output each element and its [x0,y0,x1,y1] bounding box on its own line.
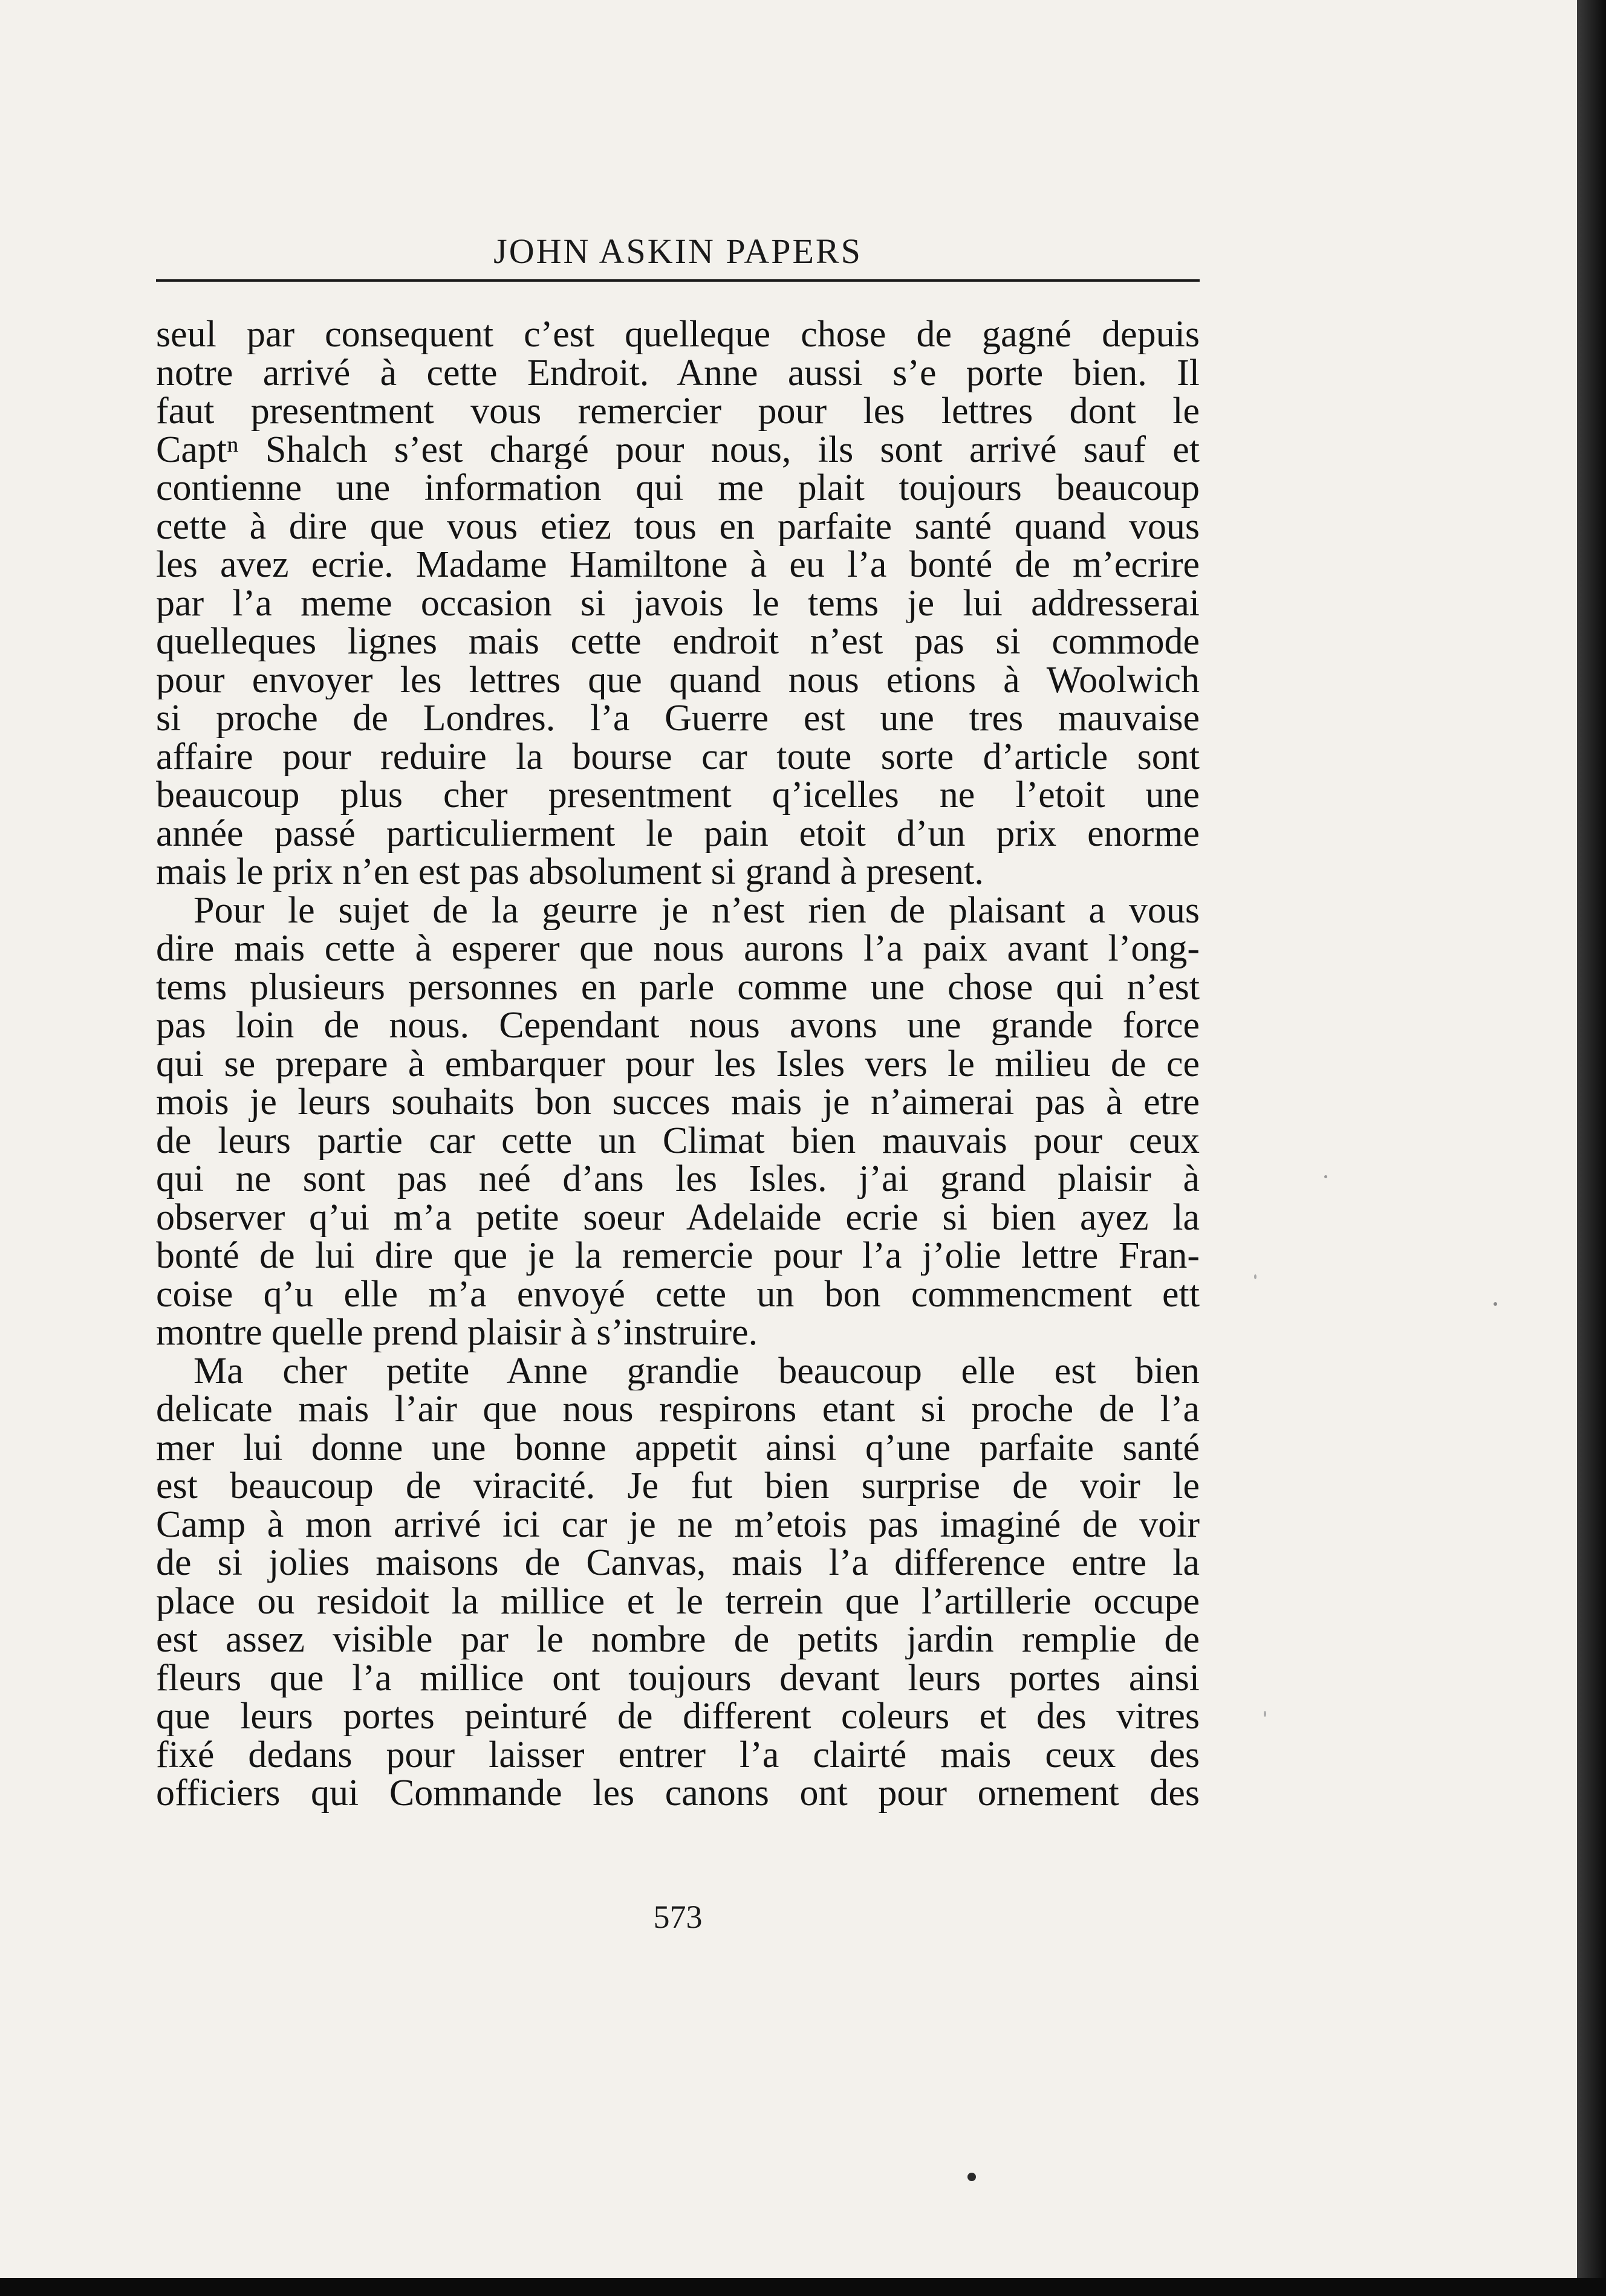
text-line: affaire pour reduire la bourse car toute sorte d’article sont [156,738,1200,776]
text-line: qui ne sont pas neé d’ans les Isles. j’ai grand plaisir à [156,1160,1200,1199]
paper-speck [1254,1274,1257,1279]
text-line: fleurs que l’a millice ont toujours devant leurs portes ainsi [156,1659,1200,1698]
scan-edge-bottom [0,2278,1606,2296]
text-line: de leurs partie car cette un Climat bien mauvais pour ceux [156,1121,1200,1160]
paper-speck [1324,1175,1327,1178]
text-line: qui se prepare à embarquer pour les Isles vers le milieu de ce [156,1045,1200,1083]
text-line: année passé particulierment le pain etoit d’un prix enorme [156,814,1200,853]
text-line: faut presentment vous remercier pour les lettres dont le [156,392,1200,431]
paper-speck [1494,1302,1497,1306]
text-line: que leurs portes peinturé de different coleurs et des vitres [156,1698,1200,1736]
text-line: tems plusieurs personnes en parle comme une chose qui n’est [156,968,1200,1007]
text-line: dire mais cette à esperer que nous aurons l’a paix avant l’ong- [156,930,1200,968]
running-head: JOHN ASKIN PAPERS [493,232,862,271]
text-line: bonté de lui dire que je la remercie pour l’a j’olie lettre Fran- [156,1237,1200,1276]
text-line: pas loin de nous. Cependant nous avons une grande force [156,1007,1200,1045]
text-line: est beaucoup de viracité. Je fut bien surprise de voir le [156,1467,1200,1506]
text-line: Captⁿ Shalch s’est chargé pour nous, ils sont arrivé sauf et [156,430,1200,469]
text-line: quelleques lignes mais cette endroit n’est pas si commode [156,623,1200,661]
text-line: beaucoup plus cher presentment q’icelles ne l’etoit une [156,776,1200,815]
text-line: fixé dedans pour laisser entrer l’a clairté mais ceux des [156,1736,1200,1774]
text-line: cette à dire que vous etiez tous en parfaite santé quand vous [156,507,1200,546]
text-line: mais le prix n’en est pas absolument si grand à present. [156,853,984,892]
text-line: notre arrivé à cette Endroit. Anne aussi s’e porte bien. Il [156,354,1200,392]
text-line: coise q’u elle m’a envoyé cette un bon commencment ett [156,1275,1200,1314]
text-line: les avez ecrie. Madame Hamiltone à eu l’a bonté de m’ecrire [156,546,1200,585]
text-line: seul par consequent c’est quelleque chose de gagné depuis [156,316,1200,354]
text-line: pour envoyer les lettres que quand nous etions à Woolwich [156,661,1200,699]
header-rule [156,279,1200,282]
text-line: de si jolies maisons de Canvas, mais l’a difference entre la [156,1544,1200,1583]
text-line: Ma cher petite Anne grandie beaucoup elle est bien [193,1352,1200,1390]
scan-edge-right [1577,0,1606,2296]
text-line: contienne une information qui me plait toujours beaucoup [156,469,1200,508]
paper-speck [1264,1711,1266,1717]
text-line: si proche de Londres. l’a Guerre est une tres mauvaise [156,699,1200,738]
text-line: place ou residoit la millice et le terrein que l’artillerie occupe [156,1582,1200,1621]
text-line: Camp à mon arrivé ici car je ne m’etois pas imaginé de voir [156,1505,1200,1544]
text-line: delicate mais l’air que nous respirons etant si proche de l’a [156,1390,1200,1429]
text-line: officiers qui Commande les canons ont pour ornement des [156,1774,1200,1813]
body-text [156,316,1200,1813]
text-line: montre quelle prend plaisir à s’instruire. [156,1314,758,1352]
page-number: 573 [653,1899,703,1935]
text-line: par l’a meme occasion si javois le tems je lui addresserai [156,584,1200,623]
paper-speck [967,2173,976,2181]
text-line: est assez visible par le nombre de petits jardin remplie de [156,1621,1200,1659]
text-line: observer q’ui m’a petite soeur Adelaide ecrie si bien ayez la [156,1198,1200,1237]
text-line: mois je leurs souhaits bon succes mais je n’aimerai pas à etre [156,1083,1200,1122]
text-line: Pour le sujet de la geurre je n’est rien de plaisant a vous [193,891,1200,930]
text-line: mer lui donne une bonne appetit ainsi q’une parfaite santé [156,1429,1200,1467]
